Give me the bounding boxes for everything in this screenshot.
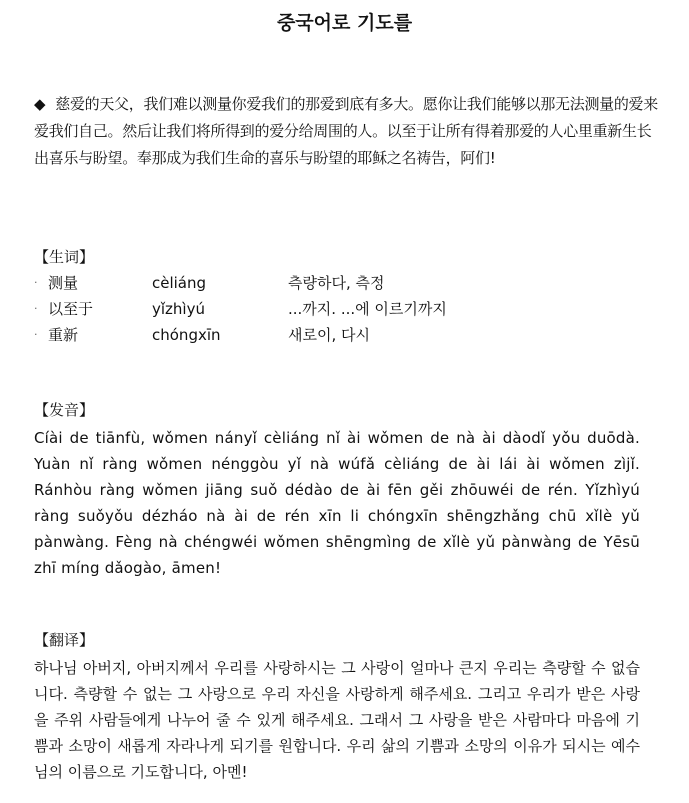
diamond-bullet-icon: ◆ [34, 95, 46, 113]
vocab-item [34, 270, 634, 296]
pronunciation-heading: 【发音】 [34, 401, 95, 419]
dot-bullet-icon: · [34, 328, 38, 341]
vocab-meaning: 새로이, 다시 [288, 326, 370, 344]
vocab-meaning: 측량하다, 측정 [288, 274, 385, 292]
prayer-text: 慈爱的天父，我们难以测量你爱我们的那爱到底有多大。愿你让我们能够以那无法测量的爱来爱我们自己。然后让我们将所得到的爱分给周围的人。以至于让所有得着那爱的人心里重新生长出喜乐与盼望。奉那成为我们生命的喜乐与盼望的耶稣之名祷告，阿们! [34, 95, 658, 167]
vocab-item [34, 296, 634, 322]
dot-bullet-icon: · [34, 276, 38, 289]
translation-text: 하나님 아버지, 아버지께서 우리를 사랑하시는 그 사랑이 얼마나 큰지 우리는 측량할 수 없습니다. 측량할 수 없는 그 사랑으로 우리 자신을 사랑하게 해주세요. 그리고 우리가 받은 사랑을 주위 사람들에게 나누어 줄 수 있게 해주세요. 그래서 그 사랑을 받은 사람마다 마음에 기쁨과 소망이 새롭게 자라나게 되기를 원합니다. 우리 삶의 기쁨과 소망의 이유가 되시는 예수님의 이름으로 기도합니다, 아멘! [34, 659, 640, 781]
vocab-word: 以至于 [48, 300, 94, 318]
vocab-item [34, 322, 634, 348]
dot-bullet-icon: · [34, 302, 38, 315]
vocab-word: 测量 [48, 274, 79, 292]
vocab-pinyin: cèliáng [152, 274, 207, 292]
page-title: 중국어로 기도를 [276, 12, 413, 34]
vocab-heading: 【生词】 [34, 248, 95, 266]
translation-heading: 【翻译】 [34, 631, 95, 649]
vocab-pinyin: chóngxīn [152, 326, 221, 344]
vocab-word: 重新 [48, 326, 79, 344]
vocab-pinyin: yǐzhìyú [152, 300, 205, 318]
pronunciation-text: Cíài de tiānfù, wǒmen nányǐ cèliáng nǐ ài wǒmen de nà ài dàodǐ yǒu duōdà. Yuàn nǐ ràng wǒmen nénggòu yǐ nà wúfǎ cèliáng de ài lái ài wǒmen zìjǐ. Ránhòu ràng wǒmen jiāng suǒ dédào de ài fēn gěi zhōuwéi de rén. Yǐzhìyú ràng suǒyǒu dézháo nà ài de rén xīn li chóngxīn shēngzhǎng chū xǐlè yǔ pànwàng. Fèng nà chéngwéi wǒmen shēngmìng de xǐlè yǔ pànwàng de Yēsū zhī míng dǎogào, āmen! [34, 429, 640, 577]
prayer-paragraph [34, 91, 660, 172]
vocab-meaning: ...까지. ...에 이르기까지 [288, 300, 447, 318]
vocab-list [34, 270, 634, 348]
